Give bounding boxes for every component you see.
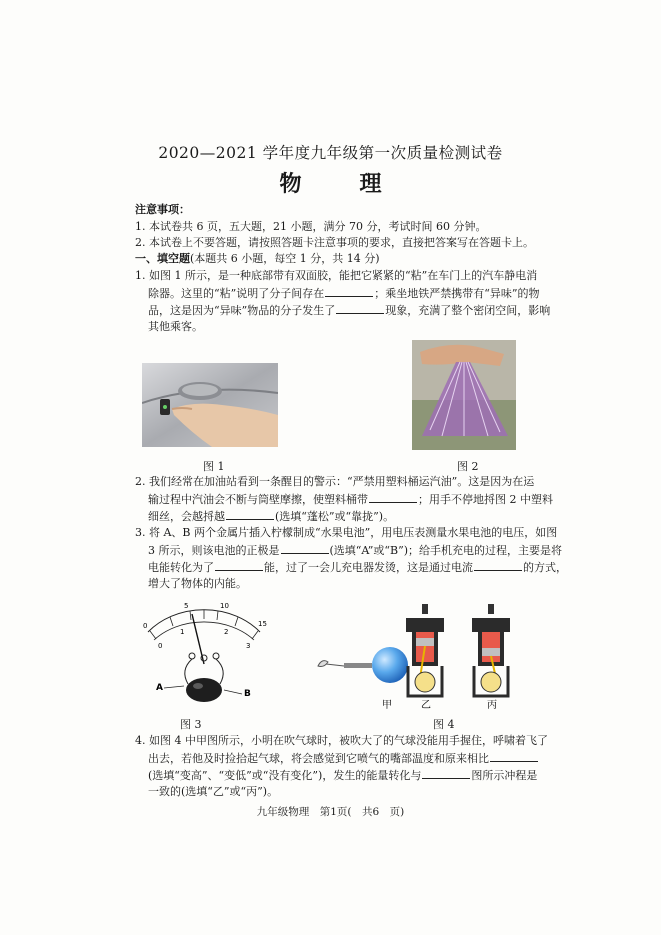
q1-text: 除器。这里的“粘”说明了分子间存在 xyxy=(148,287,325,300)
meter-tick-top: 15 xyxy=(258,620,267,628)
q3-text: 的方式， xyxy=(523,561,567,574)
meter-tick-top: 10 xyxy=(220,602,229,610)
q3-line-4: 增大了物体的内能。 xyxy=(148,577,247,590)
balloon-and-engine-diagram xyxy=(314,598,524,710)
section-note: (本题共 6 小题，每空 1 分，共 14 分) xyxy=(190,252,380,265)
section-label: 一、填空题 xyxy=(135,252,190,265)
q3-text: (选填“A”或“B”)；给手机充电的过程，主要是将 xyxy=(329,544,562,557)
answer-blank xyxy=(325,286,373,297)
figure-1-caption: 图 1 xyxy=(203,460,225,473)
q1-line-2 xyxy=(148,286,540,300)
figure-3-caption: 图 3 xyxy=(180,718,202,731)
q3-line-3 xyxy=(148,560,567,574)
balloon-group xyxy=(318,647,408,683)
exam-title: 2020—2021 学年度九年级第一次质量检测试卷 xyxy=(158,144,503,162)
figure-3-voltmeter xyxy=(140,598,268,710)
terminal-label-a: A xyxy=(156,683,163,693)
q2-text: 细丝，会越捋越 xyxy=(148,510,225,523)
subject-title: 物 理 xyxy=(279,171,400,197)
answer-blank xyxy=(281,543,329,554)
engine-bing xyxy=(472,604,510,696)
figure-4-caption: 图 4 xyxy=(433,718,455,731)
figure-1-photo xyxy=(142,363,278,447)
engine-yi xyxy=(406,604,444,696)
q4-text: (选填“变高”、“变低”或“没有变化”)，发生的能量转化与 xyxy=(148,769,422,782)
figure-4-diagram xyxy=(314,598,524,710)
q4-line-4: 一致的(选填“乙”或“丙”)。 xyxy=(148,785,279,798)
q4-text: 出去，若他及时捡拾起气球，将会感觉到它喷气的嘴部温度和原来相比 xyxy=(148,752,489,765)
fig4-label-bing: 丙 xyxy=(487,700,497,710)
answer-blank xyxy=(422,768,470,779)
answer-blank xyxy=(226,509,274,520)
terminal-label-b: B xyxy=(244,689,251,699)
q3-text: 能，过了一会儿充电器发烫，这是通过电流 xyxy=(264,561,473,574)
answer-blank xyxy=(336,303,384,314)
q3-line-2 xyxy=(148,543,562,557)
q4-line-1: 4. 如图 4 中甲图所示，小明在吹气球时，被吹大了的气球没能用手握住，呼啸着飞了 xyxy=(135,734,548,747)
notice-item-1: 1. 本试卷共 6 页，五大题，21 小题，满分 70 分，考试时间 60 分钟。 xyxy=(135,220,487,233)
answer-blank xyxy=(369,492,417,503)
answer-blank xyxy=(474,560,522,571)
q1-line-4: 其他乘客。 xyxy=(148,320,203,333)
q2-line-1: 2. 我们经常在加油站看到一条醒目的警示：“严禁用塑料桶运汽油”。这是因为在运 xyxy=(135,475,535,488)
notice-heading: 注意事项： xyxy=(135,203,190,216)
q4-line-2 xyxy=(148,751,539,765)
q4-text: 图所示冲程是 xyxy=(471,769,538,782)
answer-blank xyxy=(215,560,263,571)
q1-text: ；乘坐地铁严禁携带有“异味”的物 xyxy=(374,287,540,300)
voltmeter-diagram xyxy=(140,598,268,710)
q2-line-2 xyxy=(148,492,553,506)
q1-text: 品，这是因为“异味”物品的分子发生了 xyxy=(148,304,336,317)
page-footer: 九年级物理 第1页( 共6 页) xyxy=(256,806,405,818)
meter-tick-bottom: 3 xyxy=(246,642,251,650)
answer-blank xyxy=(490,751,538,762)
q1-text: 现象，充满了整个密闭空间，影响 xyxy=(385,304,551,317)
q2-text: ；用手不停地捋图 2 中塑料 xyxy=(418,493,553,506)
section-heading xyxy=(135,252,380,265)
q1-line-1: 1. 如图 1 所示，是一种底部带有双面胶，能把它紧紧的“粘”在车门上的汽车静电消 xyxy=(135,269,538,282)
meter-tick-bottom: 0 xyxy=(158,642,163,650)
meter-tick-bottom: 1 xyxy=(180,628,185,636)
q2-text: (选填“蓬松”或“靠拢”)。 xyxy=(275,510,395,523)
q2-text: 输过程中汽油会不断与筒壁摩擦，使塑料桶带 xyxy=(148,493,368,506)
q2-line-3 xyxy=(148,509,394,523)
meter-tick-top: 5 xyxy=(184,602,189,610)
q3-text: 3 所示，则该电池的正极是 xyxy=(148,544,280,557)
meter-tick-bottom: 2 xyxy=(224,628,229,636)
meter-tick-top: 0 xyxy=(143,622,148,630)
figure-2-photo xyxy=(412,340,516,450)
fig4-label-yi: 乙 xyxy=(421,700,431,710)
notice-item-2: 2. 本试卷上不要答题，请按照答题卡注意事项的要求，直接把答案写在答题卡上。 xyxy=(135,236,534,249)
plastic-strands-image xyxy=(412,340,516,450)
q1-line-3 xyxy=(148,303,550,317)
q3-text: 电能转化为了 xyxy=(148,561,214,574)
fig4-label-jia: 甲 xyxy=(382,700,392,710)
car-door-hand-image xyxy=(142,363,278,447)
q4-line-3 xyxy=(148,768,537,782)
figure-2-caption: 图 2 xyxy=(457,460,479,473)
q3-line-1: 3. 将 A、B 两个金属片插入柠檬制成“水果电池”，用电压表测量水果电池的电压，如图 xyxy=(135,526,558,539)
